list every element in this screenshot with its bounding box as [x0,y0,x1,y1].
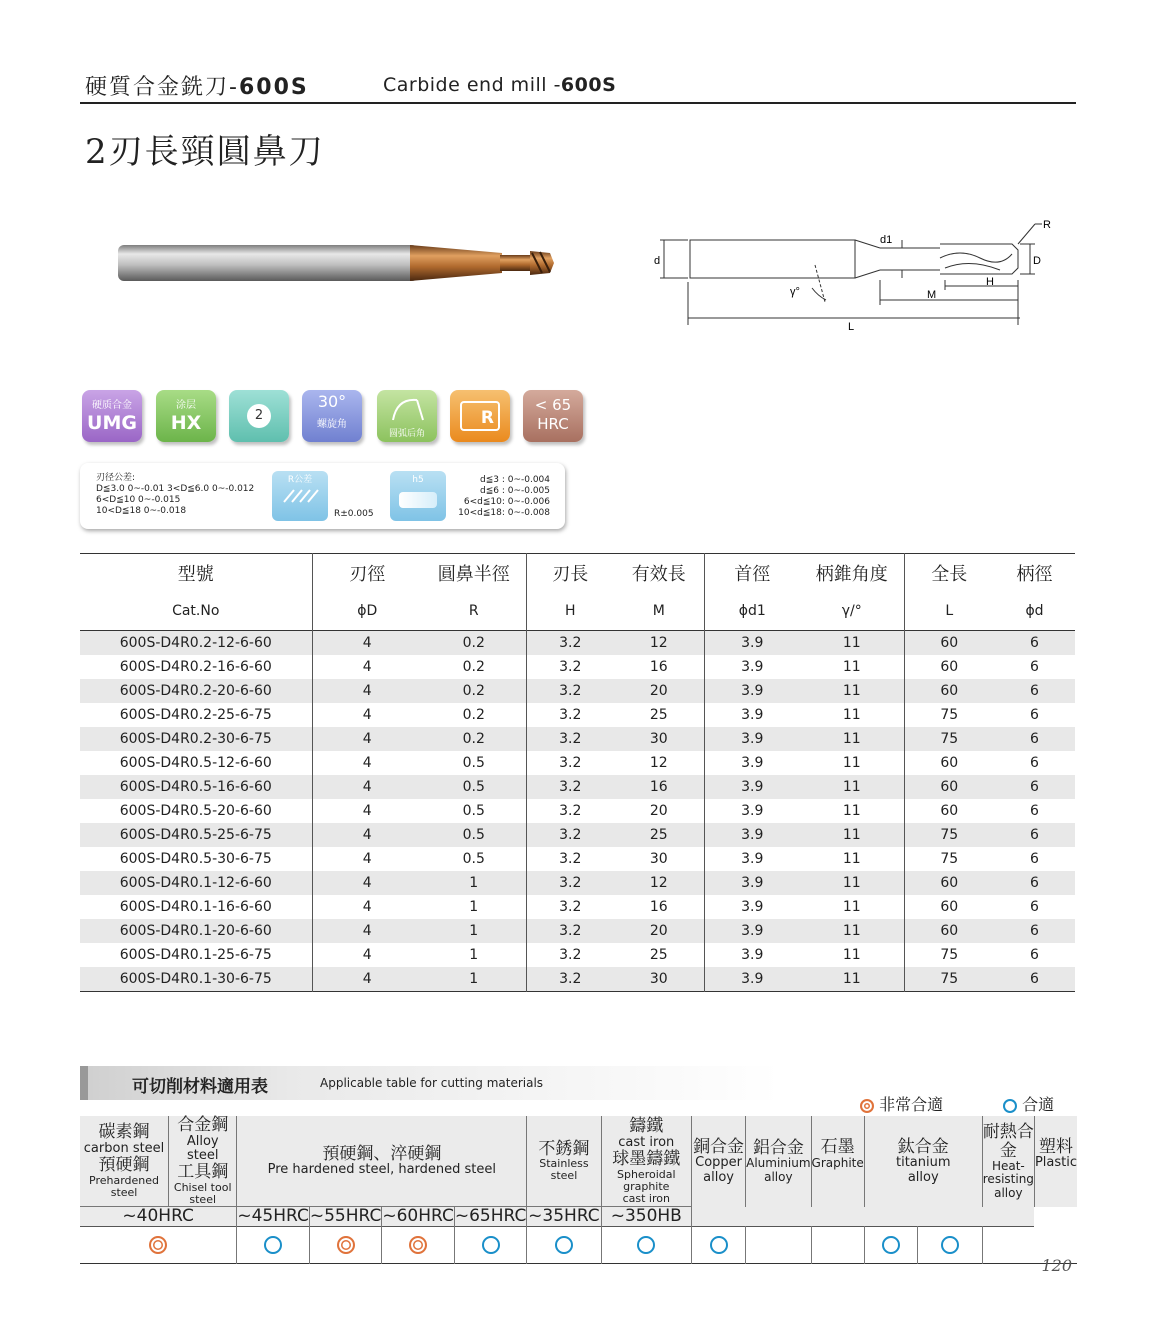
blue-circle-icon [882,1236,900,1254]
blue-circle-icon [637,1236,655,1254]
table-cell: 11 [800,631,904,656]
table-cell: 20 [614,919,704,943]
table-cell: 4 [362,923,372,939]
blue-circle-icon [555,1236,573,1254]
table-cell: 4 [362,635,372,651]
table-cell: 0.2 [422,679,526,703]
materials-table [80,1116,1077,1264]
tolerance-panel [80,463,565,529]
subheader-L: L [945,603,954,619]
subheader-H: H [564,603,576,619]
header-corner-radius: 圓鼻半徑 [422,554,526,593]
svg-text:d: d [654,255,661,267]
table-cell: 3.2 [559,971,582,987]
table-cell: 6 [1030,947,1039,963]
table-cell: 600S-D4R0.1-30-6-75 [80,967,312,992]
table-cell: 30 [614,727,704,751]
table-cell: 25 [614,703,704,727]
table-cell: 4 [362,803,372,819]
table-cell: 12 [614,631,704,656]
table-cell: 3.2 [559,731,582,747]
table-cell: 11 [800,655,904,679]
materials-hardness-row: ~40HRC ~45HRC ~55HRC ~60HRC ~65HRC ~35HRC ~350HB [80,1207,1077,1227]
suitability-cell [811,1226,864,1263]
table-cell: 3.9 [741,923,764,939]
suitability-cell [601,1226,691,1263]
table-cell: 6 [1030,827,1039,843]
table-cell: 600S-D4R0.2-25-6-75 [80,703,312,727]
table-cell: 60 [940,683,959,699]
r-tolerance-badge: R公差 [272,471,328,521]
suitability-cell [237,1226,310,1263]
table-row [80,679,1075,703]
table-cell: 60 [940,923,959,939]
suitability-cell [309,1226,382,1263]
blue-circle-icon [710,1236,728,1254]
table-cell: 60 [940,755,959,771]
r-tolerance-value: R±0.005 [334,509,374,519]
table-cell: 6 [1030,683,1039,699]
table-cell: 3.2 [559,875,582,891]
table-cell: 6 [1030,899,1039,915]
table-cell: 12 [614,751,704,775]
table-cell: 11 [800,751,904,775]
table-cell: 600S-D4R0.5-12-6-60 [80,751,312,775]
technical-drawing [640,210,1070,340]
mat-carbon-steel: 碳素鋼 carbon steel 預硬鋼 Prehardened steel [80,1116,169,1207]
table-cell: 16 [614,895,704,919]
suitability-cell [80,1226,237,1263]
table-cell: 11 [800,703,904,727]
table-row [80,655,1075,679]
table-row [80,895,1075,919]
arc-clearance-icon: 圆弧后角 [377,390,437,442]
svg-text:H: H [986,276,994,288]
table-cell: 3.9 [741,683,764,699]
table-cell: 0.5 [422,847,526,871]
table-row [80,727,1075,751]
subheader-d1: ϕd1 [738,603,766,619]
orange-circle-icon [337,1236,355,1254]
table-cell: 4 [362,851,372,867]
mat-plastic: 塑料 Plastic [1034,1116,1077,1207]
legend-suitable: 合適 [1003,1092,1054,1115]
svg-text:M: M [927,289,937,301]
suitability-row [80,1226,1077,1263]
table-cell: 4 [362,707,372,723]
table-cell: 600S-D4R0.2-30-6-75 [80,727,312,751]
suitability-cell [982,1226,1034,1263]
table-row [80,943,1075,967]
table-cell: 30 [614,847,704,871]
table-cell: 4 [362,947,372,963]
table-cell: 3.9 [741,635,764,651]
table-cell: 4 [362,875,372,891]
orange-circle-icon [860,1099,874,1113]
table-cell: 11 [800,871,904,895]
table-cell: 1 [422,919,526,943]
mat-heat-resisting-alloy: 耐熱合金 Heat-resisting alloy [982,1116,1034,1207]
dimension-table [80,553,1075,992]
table-cell: 0.5 [422,823,526,847]
table-cell: 4 [362,755,372,771]
orange-circle-icon [409,1236,427,1254]
table-cell: 75 [940,707,959,723]
mat-cast-iron: 鑄鐵 cast iron 球墨鑄鐵 Spheroidal graphite cast iron [601,1116,691,1207]
table-cell: 60 [940,779,959,795]
table-cell: 11 [800,679,904,703]
page-subtitle: 2刃長頸圓鼻刀 [85,132,325,172]
shank-tolerance: d≦3 : 0~-0.004 d≦6 : 0~-0.005 6<d≦10: 0~-0.006 10<d≦18: 0~-0.008 [458,475,550,518]
table-cell: 25 [614,943,704,967]
table-cell: 600S-D4R0.1-12-6-60 [80,871,312,895]
table-row [80,919,1075,943]
table-cell: 60 [940,875,959,891]
table-cell: 60 [940,635,959,651]
header-rule [80,102,1076,104]
title-chinese: 硬質合金銑刀-600S [85,75,309,100]
header-flute-length: 刃長 [552,564,589,585]
table-cell: 20 [614,679,704,703]
table-cell: 3.2 [559,947,582,963]
suitability-cell [864,1226,917,1263]
table-cell: 75 [940,947,959,963]
table-cell: 3.2 [559,899,582,915]
table-cell: 60 [940,803,959,819]
table-cell: 0.2 [422,631,526,656]
table-cell: 3.2 [559,923,582,939]
material-umg-icon: 硬质合金 UMG [82,390,142,442]
table-cell: 3.9 [741,707,764,723]
header-neck-diameter: 首徑 [734,564,771,585]
mat-stainless-steel: 不銹鋼 Stainless steel [527,1116,601,1207]
table-cell: 3.9 [741,659,764,675]
table-cell: 6 [1030,707,1039,723]
table-cell: 3.9 [741,731,764,747]
table-cell: 11 [800,823,904,847]
table-cell: 4 [362,827,372,843]
legend-very-suitable: 非常合適 [860,1092,943,1115]
svg-text:R: R [1043,219,1051,231]
table-cell: 4 [362,899,372,915]
table-cell: 3.2 [559,851,582,867]
table-cell: 600S-D4R0.1-16-6-60 [80,895,312,919]
table-cell: 6 [1030,971,1039,987]
suitability-cell [917,1226,982,1263]
table-cell: 3.9 [741,779,764,795]
table-cell: 600S-D4R0.1-25-6-75 [80,943,312,967]
materials-header-row [80,1116,1077,1207]
table-cell: 4 [362,779,372,795]
table-row [80,799,1075,823]
end-mill-photo [110,235,560,295]
table-cell: 11 [800,943,904,967]
table-cell: 1 [422,871,526,895]
header-taper-angle: 柄錐角度 [800,554,904,593]
table-cell: 11 [800,727,904,751]
blue-circle-icon [264,1236,282,1254]
table-cell: 600S-D4R0.1-20-6-60 [80,919,312,943]
table-row [80,775,1075,799]
table-cell: 60 [940,899,959,915]
table-cell: 3.2 [559,779,582,795]
table-cell: 12 [614,871,704,895]
subheader-gamma: γ/° [800,592,904,631]
table-row [80,967,1075,992]
table-cell: 16 [614,775,704,799]
table-row [80,631,1075,656]
table-cell: 3.2 [559,827,582,843]
table-cell: 11 [800,919,904,943]
svg-text:L: L [848,321,855,333]
coating-hx-icon: 涂层 HX [156,390,216,442]
table-cell: 6 [1030,875,1039,891]
table-cell: 3.2 [559,659,582,675]
table-cell: 11 [800,799,904,823]
suitability-cell [454,1226,527,1263]
table-cell: 75 [940,827,959,843]
h5-tolerance-badge: h5 [390,471,446,521]
suitability-cell [746,1226,811,1263]
table-row [80,871,1075,895]
table-cell: 6 [1030,731,1039,747]
table-row [80,751,1075,775]
orange-circle-icon [149,1236,167,1254]
table-cell: 3.2 [559,707,582,723]
table-cell: 600S-D4R0.2-16-6-60 [80,655,312,679]
corner-radius-icon: R [450,390,510,442]
table-cell: 4 [362,683,372,699]
table-cell: 0.5 [422,799,526,823]
hardness-icon: < 65 HRC [523,390,583,442]
subheader-D: ϕD [357,603,378,619]
table-cell: 1 [422,895,526,919]
materials-title-tab [80,1066,88,1100]
diameter-tolerance: 刃径公差: D≦3.0 0~-0.01 3<D≦6.0 0~-0.012 6<D≦10 0~-0.015 10<D≦18 0~-0.018 [96,473,255,516]
header-shank-diameter: 柄徑 [1016,564,1053,585]
table-cell: 6 [1030,635,1039,651]
table-cell: 1 [422,943,526,967]
table-cell: 3.2 [559,803,582,819]
table-cell: 6 [1030,923,1039,939]
table-cell: 4 [362,971,372,987]
table-cell: 75 [940,731,959,747]
table-cell: 6 [1030,755,1039,771]
mat-hardened-steel: 預硬鋼、淬硬鋼 Pre hardened steel, hardened steel [237,1116,527,1207]
table-cell: 11 [800,775,904,799]
header-overall-length: 全長 [931,564,968,585]
table-cell: 0.2 [422,703,526,727]
table-cell: 4 [362,731,372,747]
table-cell: 25 [614,823,704,847]
helix-angle-icon: 30° 螺旋角 [302,390,362,442]
table-cell: 0.2 [422,727,526,751]
suitability-cell [527,1226,601,1263]
table-cell: 60 [940,659,959,675]
table-cell: 600S-D4R0.5-30-6-75 [80,847,312,871]
table-cell: 6 [1030,779,1039,795]
svg-text:D: D [1033,255,1041,267]
table-cell: 600S-D4R0.5-20-6-60 [80,799,312,823]
flute-count-icon: 2 [229,390,289,442]
table-cell: 6 [1030,659,1039,675]
table-cell: 6 [1030,851,1039,867]
table-cell: 600S-D4R0.2-12-6-60 [80,631,312,656]
table-cell: 600S-D4R0.2-20-6-60 [80,679,312,703]
table-cell: 3.9 [741,899,764,915]
blue-circle-icon [482,1236,500,1254]
table-cell: 600S-D4R0.5-16-6-60 [80,775,312,799]
page-number: 120 [1041,1256,1072,1275]
table-cell: 3.9 [741,851,764,867]
table-cell: 11 [800,895,904,919]
table-cell: 6 [1030,803,1039,819]
table-cell: 3.2 [559,635,582,651]
materials-title-en: Applicable table for cutting materials [320,1076,544,1090]
header-model: 型號 [80,554,312,593]
table-cell: 0.5 [422,775,526,799]
header-effective-length: 有效長 [614,554,704,593]
table-cell: 0.5 [422,751,526,775]
table-cell: 30 [614,967,704,992]
table-row [80,847,1075,871]
mat-alloy-steel: 合金鋼 Alloy steel 工具鋼 Chisel tool steel [169,1116,237,1207]
table-cell: 3.9 [741,755,764,771]
mat-graphite: 石墨 Graphite [811,1116,864,1207]
blue-circle-icon [1003,1099,1017,1113]
table-cell: 3.2 [559,683,582,699]
table-cell: 75 [940,851,959,867]
table-cell: 1 [422,967,526,992]
mat-copper-alloy: 銅合金 Copper alloy [692,1116,746,1207]
mat-titanium-alloy: 鈦合金 titanium alloy [864,1116,982,1207]
suitability-cell [692,1226,746,1263]
table-cell: 11 [800,847,904,871]
materials-title-zh: 可切削材料適用表 [132,1077,268,1097]
subheader-M: M [614,592,704,631]
table-cell: 3.9 [741,875,764,891]
table-cell: 75 [940,971,959,987]
mat-aluminium-alloy: 鋁合金 Aluminium alloy [746,1116,811,1207]
suitability-cell [382,1226,455,1263]
table-row [80,823,1075,847]
table-cell: 11 [800,967,904,992]
table-cell: 20 [614,799,704,823]
table-cell: 3.2 [559,755,582,771]
table-cell: 4 [362,659,372,675]
table-cell: 3.9 [741,947,764,963]
table-cell: 0.2 [422,655,526,679]
table-cell: 16 [614,655,704,679]
table-cell: 600S-D4R0.5-25-6-75 [80,823,312,847]
svg-text:d1: d1 [880,234,893,246]
table-row [80,703,1075,727]
table-cell: 3.9 [741,971,764,987]
title-english: Carbide end mill -600S [383,74,617,96]
subheader-cat-no: Cat.No [80,592,312,631]
svg-text:γ°: γ° [790,286,800,298]
table-cell: 3.9 [741,827,764,843]
blue-circle-icon [941,1236,959,1254]
table-cell: 3.9 [741,803,764,819]
subheader-R: R [422,592,526,631]
subheader-d: ϕd [1025,603,1044,619]
header-diameter: 刃徑 [349,564,386,585]
